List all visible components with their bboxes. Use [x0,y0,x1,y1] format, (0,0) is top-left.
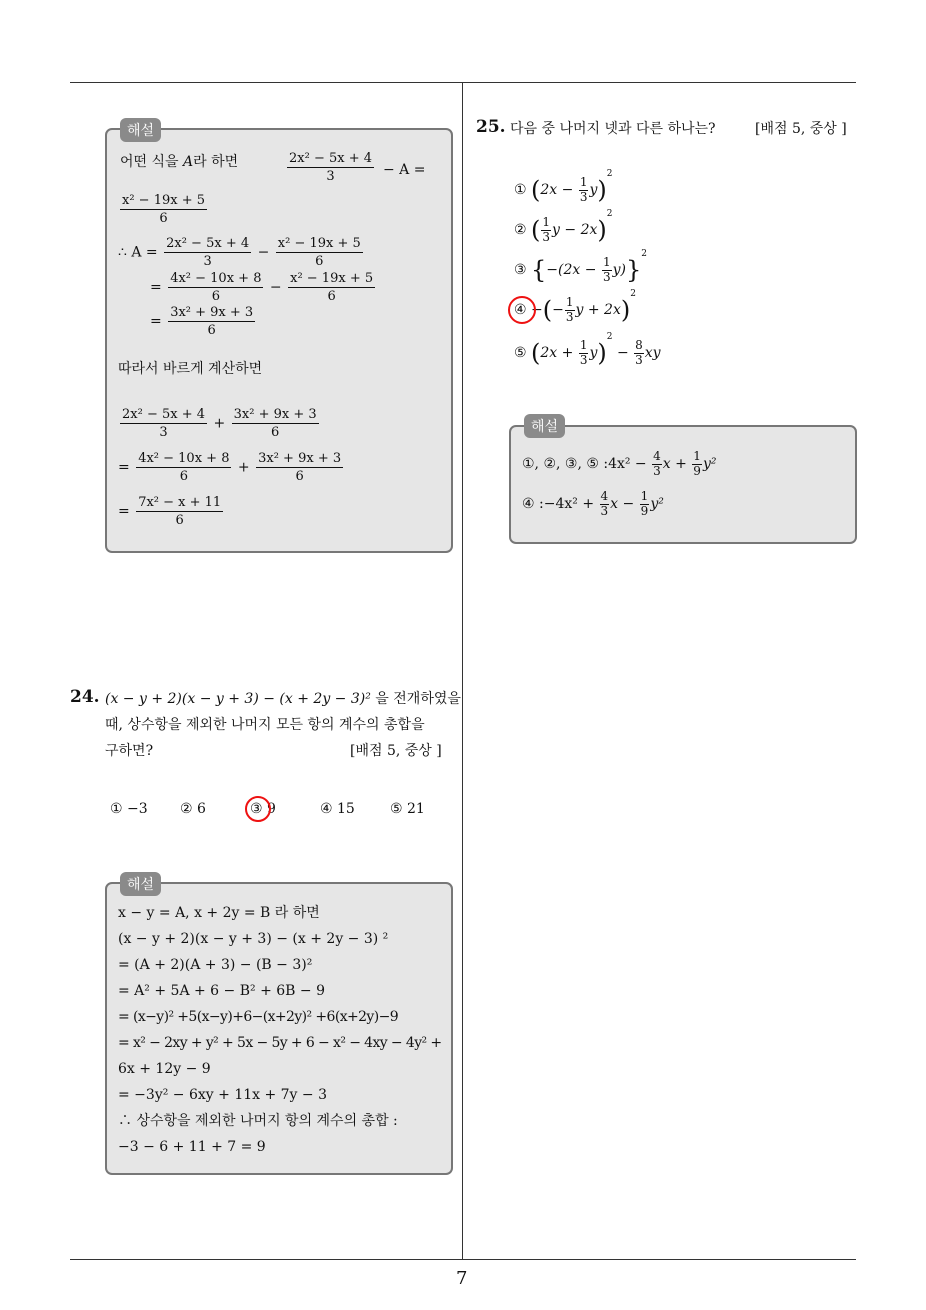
solution-line: ④ :−4x² + $\frac{4}{3}$ x − $\frac{1}{9}$ y² [522,489,664,519]
equation-line: = $\frac{\text{4x² − 10x + 8}}{6}$ − $\frac{\text{x² − 19x + 5}}{6}$ [150,271,374,304]
solution-tag: 해설 [120,118,161,142]
question-number: 24. [70,687,100,707]
solution-line: = −3y² − 6xy + 11x + 7y − 3 [118,1087,328,1103]
choice-5[interactable]: ⑤ 21 [390,801,425,817]
solution-text: 따라서 바르게 계산하면 [118,361,263,377]
choice-1[interactable]: ① (2x − $\frac{1}{3}$ y)$^2$ [514,169,613,204]
choice-4[interactable]: ④ −(− $\frac{1}{3}$ y + 2x)$^2$ [514,289,636,324]
solution-box-24 [105,882,453,1175]
solution-line: = A² + 5A + 6 − B² + 6B − 9 [118,983,325,999]
question-text: 다음 중 나머지 넷과 다른 하나는? [510,121,716,137]
page-number: 7 [456,1268,468,1289]
choice-5[interactable]: ⑤ (2x + $\frac{1}{3}$ y)$^2$ − $\frac{8}{3}$ xy [514,332,661,367]
solution-line: − A = [383,162,426,178]
solution-line: ①, ②, ③, ⑤ :4x² − $\frac{4}{3}$ x + $\frac{1}{9}$ y² [522,449,717,479]
solution-line: = (A + 2)(A + 3) − (B − 3)² [118,957,313,973]
solution-line: (x − y + 2)(x − y + 3) − (x + 2y − 3) ² [118,931,389,947]
choice-4[interactable]: ④ 15 [320,801,355,817]
question-number: 25. [476,117,506,137]
choice-3[interactable]: ③ 9 [250,801,276,817]
column-divider [462,82,463,1260]
solution-line: 6x + 12y − 9 [118,1061,211,1077]
answer-mark-circle [508,296,536,324]
choice-3[interactable]: ③ {−(2x − $\frac{1}{3}$ y)}$^2$ [514,249,647,284]
solution-line: = x² − 2xy + y² + 5x − 5y + 6 − x² − 4xy − 4y² + [118,1035,442,1051]
question-text: (x − y + 2)(x − y + 3) − (x + 2y − 3)² 을 전개하였을 [105,691,461,707]
solution-box-23 [105,128,453,553]
solution-line: = (x−y)² +5(x−y)+6−(x+2y)² +6(x+2y)−9 [118,1009,399,1025]
choice-1[interactable]: ① −3 [110,801,148,817]
solution-line: x − y = A, x + 2y = B 라 하면 [118,905,320,921]
choice-2[interactable]: ② ( $\frac{1}{3}$ y − 2x)$^2$ [514,209,613,244]
fraction: $\frac{\text{2x² − 5x + 4}}{3}$ [289,151,373,184]
equation-line: = $\frac{\text{4x² − 10x + 8}}{6}$ + $\frac{\text{3x² + 9x + 3}}{6}$ [118,451,342,484]
equation-line: = $\frac{\text{3x² + 9x + 3}}{6}$ [150,305,254,338]
top-rule [70,82,856,83]
answer-mark-circle [245,796,271,822]
equation-line: ∴ A = $\frac{\text{2x² − 5x + 4}}{3}$ − $\frac{\text{x² − 19x + 5}}{6}$ [118,236,361,269]
fraction: $\frac{\text{x² − 19x + 5}}{6}$ [122,193,206,226]
solution-line: −3 − 6 + 11 + 7 = 9 [118,1139,266,1155]
question-score: [배점 5, 중상 ] [755,121,847,137]
bottom-rule [70,1259,856,1260]
solution-tag: 해설 [524,414,565,438]
equation-line: $\frac{\text{2x² − 5x + 4}}{3}$ + $\frac{\text{3x² + 9x + 3}}{6}$ [122,407,317,440]
equation-line: = $\frac{\text{7x² − x + 11}}{6}$ [118,495,222,528]
question-text: 때, 상수항을 제외한 나머지 모든 항의 계수의 총합을 [105,717,425,733]
choice-2[interactable]: ② 6 [180,801,206,817]
solution-box-25 [509,425,857,544]
solution-line: 어떤 식을 A라 하면 [120,154,239,170]
question-text: 구하면? [105,743,154,759]
solution-line: ∴ 상수항을 제외한 나머지 항의 계수의 총합 : [118,1113,398,1129]
solution-tag: 해설 [120,872,161,896]
question-score: [배점 5, 중상 ] [350,743,442,759]
